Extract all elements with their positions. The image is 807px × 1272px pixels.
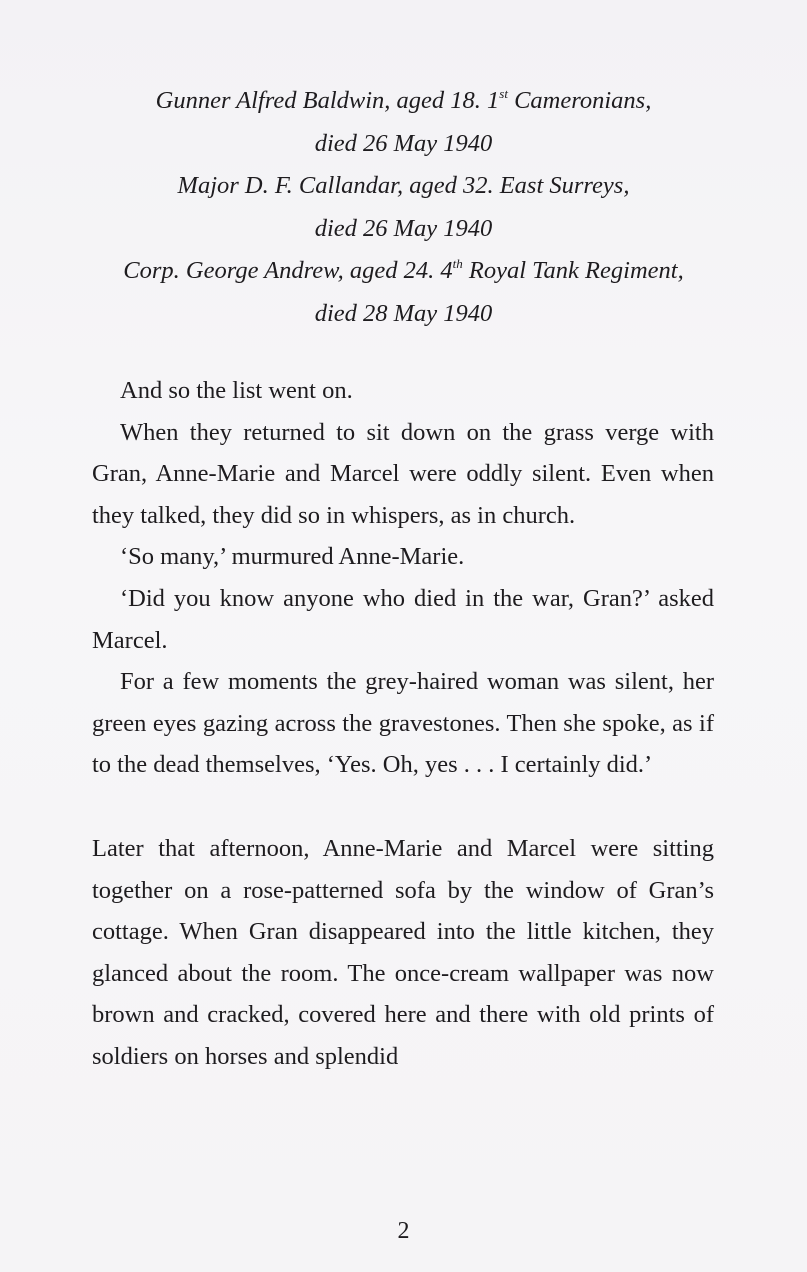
paragraph: And so the list went on. [120, 377, 353, 404]
paragraph: For a few moments the grey-haired woman was silent, her green eyes gazing across the gravestones. Then she spoke, as if to the dead themselves, ‘Yes. Oh, yes . . . I certainly did.’ [92, 668, 714, 779]
epitaph-3-line-1: Corp. George Andrew, aged 24. 4th Royal Tank Regiment, [123, 256, 684, 284]
page-number: 2 [397, 1218, 410, 1244]
epitaph-2-line-2: died 26 May 1940 [314, 214, 493, 242]
epitaph-2-line-1: Major D. F. Callandar, aged 32. East Surreys, [177, 172, 630, 199]
body-text [92, 370, 714, 1078]
epitaph-1-line-2: died 26 May 1940 [314, 129, 493, 157]
paragraph-section-start: Later that afternoon, Anne-Marie and Marcel were sitting together on a rose-patterned sofa by the window of Gran’s cottage. When Gran disappeared into the little kitchen, they glanced about the room. The once-cream wallpaper was now brown and cracked, covered here and there with old prints of soldiers on horses and splendid [92, 834, 714, 1070]
epitaph-list [40, 80, 767, 335]
paragraph: ‘Did you know anyone who died in the war, Gran?’ asked Marcel. [92, 584, 714, 654]
paragraph: When they returned to sit down on the grass verge with Gran, Anne-Marie and Marcel were oddly silent. Even when they talked, they did so in whispers, as in church. [92, 418, 714, 529]
epitaph-1-line-1: Gunner Alfred Baldwin, aged 18. 1st Cameronians, [155, 86, 652, 114]
paragraph: ‘So many,’ murmured Anne-Marie. [120, 543, 465, 571]
epitaph-3-line-2: died 28 May 1940 [314, 299, 493, 327]
